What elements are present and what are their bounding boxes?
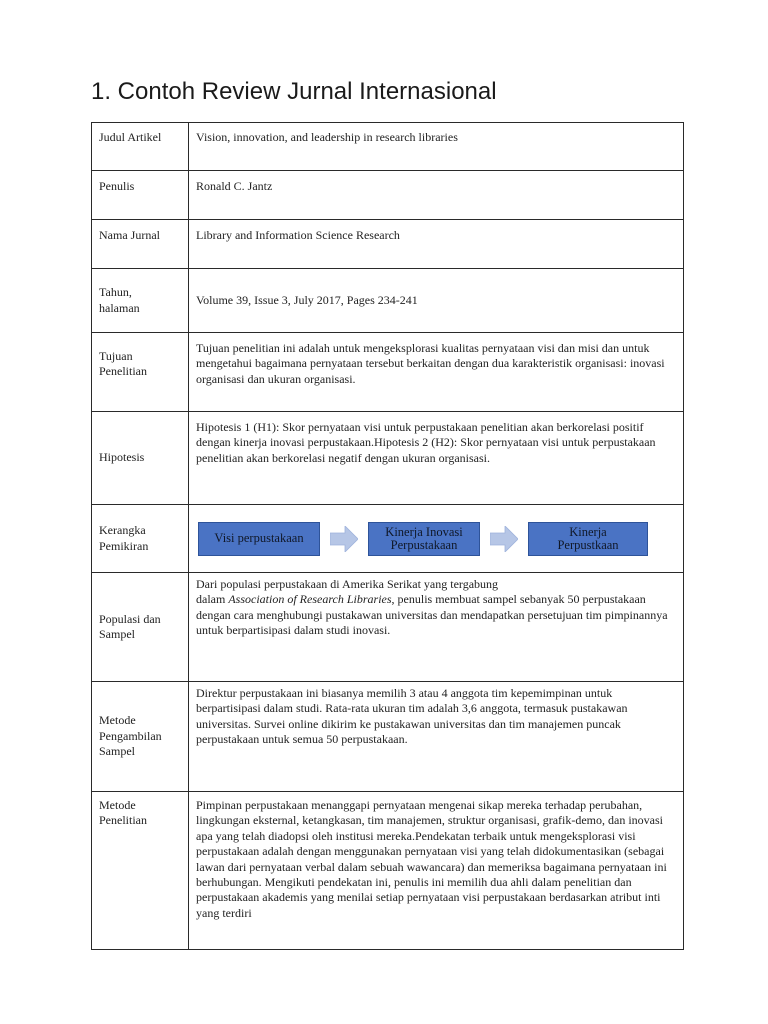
row-penulis xyxy=(92,171,684,220)
label-tahun-halaman xyxy=(92,269,189,333)
label-kerangka-line-2: Pemikiran xyxy=(99,538,149,553)
label-populasi-line-1: Populasi dan xyxy=(99,611,161,626)
arrow-right-icon xyxy=(330,526,358,552)
flow-box-3-line-1: Kinerja xyxy=(569,524,607,539)
row-tahun-halaman xyxy=(92,269,684,333)
value-metode-pengambilan-sampel: Direktur perpustakaan ini biasanya memilih 3 atau 4 anggota tim kepemimpinan untuk berpartisipasi dalam studi. Rata-rata ukuran tim adalah 3,6 anggota, termasuk pustakawan universitas. Survei online dikirim ke pustakawan universitas dan tim manajemen puncak perpustakaan untuk semua 50 perpustakaan. xyxy=(189,682,684,792)
label-nama-jurnal: Nama Jurnal xyxy=(92,220,189,269)
populasi-text-pre: dalam xyxy=(196,592,229,607)
value-penulis: Ronald C. Jantz xyxy=(189,171,684,220)
label-metode-penelitian-line-2: Penelitian xyxy=(99,813,147,828)
row-nama-jurnal xyxy=(92,220,684,269)
label-penulis: Penulis xyxy=(92,171,189,220)
row-populasi-sampel xyxy=(92,573,684,682)
value-tahun-halaman: Volume 39, Issue 3, July 2017, Pages 234-241 xyxy=(189,269,684,333)
row-tujuan-penelitian xyxy=(92,333,684,412)
value-tujuan-penelitian: Tujuan penelitian ini adalah untuk mengeksplorasi kualitas pernyataan visi dan misi dan untuk mengetahui bagaimana pernyataan tersebut berkaitan dengan dua karakteristik organisasi: inovasi organisasi dan ukuran organisasi. xyxy=(189,333,684,412)
label-kerangka-line-1: Kerangka xyxy=(99,523,146,538)
label-metode-penelitian-line-1: Metode xyxy=(99,798,136,812)
populasi-text-line-1: Dari populasi perpustakaan di Amerika Serikat yang tergabung xyxy=(196,577,499,591)
value-populasi-sampel xyxy=(189,573,684,682)
label-tujuan-line-1: Tujuan xyxy=(99,349,133,363)
populasi-text-italic: Association of Research Libraries xyxy=(228,592,392,607)
flow-box-2-line-1: Kinerja Inovasi xyxy=(385,524,463,539)
label-populasi-line-2: Sampel xyxy=(99,627,135,641)
value-nama-jurnal: Library and Information Science Research xyxy=(189,220,684,269)
arrow-right-icon xyxy=(490,526,518,552)
value-hipotesis: Hipotesis 1 (H1): Skor pernyataan visi untuk perpustakaan penelitian akan berkorelasi positif dengan kinerja inovasi perpustakaan.Hipotesis 2 (H2): Skor pernyataan visi untuk perpustakaan penelitian akan berkorelasi negatif dengan ukuran organisasi. xyxy=(189,412,684,505)
label-tahun-line-2: halaman xyxy=(99,300,140,315)
label-judul-artikel: Judul Artikel xyxy=(92,123,189,171)
label-metode-pengambilan-sampel xyxy=(92,682,189,792)
row-judul-artikel xyxy=(92,123,684,171)
row-hipotesis xyxy=(92,412,684,505)
populasi-text-post: , penulis membuat sampel sebanyak 50 perpustakaan dengan cara menghubungi pustakawan universitas dan mendapatkan persetujuan tim pimpinannya untuk berpartisipasi dalam studi inovasi. xyxy=(196,592,668,638)
label-metode-sampel-line-2: Pengambilan xyxy=(99,728,162,743)
label-hipotesis: Hipotesis xyxy=(92,412,189,505)
value-metode-penelitian xyxy=(189,792,684,950)
row-kerangka-pemikiran xyxy=(92,505,684,573)
metode-penelitian-text: Pimpinan perpustakaan menanggapi pernyataan mengenai sikap mereka terhadap perubahan, lingkungan eksternal, ketangkasan, tim manajemen, struktur organisasi, grafik-demo, dan inovasi apa yang telah diadopsi oleh institusi mereka.Pendekatan terbaik untuk mengeksplorasi visi perpustakaan adalah dengan menggunakan pernyataan visi yang telah didokumentasikan (sebagai lawan dari pernyataan verbal dalam sebuah wawancara) dan memeriksa bagaimana pernyataan ini berhubungan. Mengikuti pendekatan ini, penulis ini memilih dua ahli dalam penelitian dan perpustakaan akademis yang menilai setiap pernyataan visi perpustakaan berdasarkan atribut inti yang terdiri xyxy=(196,798,667,920)
label-metode-penelitian xyxy=(92,792,189,950)
review-table xyxy=(91,122,684,950)
row-metode-penelitian xyxy=(92,792,684,950)
kerangka-diagram-cell xyxy=(189,505,684,573)
label-metode-sampel-line-1: Metode xyxy=(99,713,136,728)
label-tujuan-penelitian xyxy=(92,333,189,412)
label-metode-sampel-line-3: Sampel xyxy=(99,744,135,759)
label-tahun-line-1: Tahun, xyxy=(99,285,132,300)
flow-box-kinerja-inovasi xyxy=(368,522,480,556)
page-title: 1. Contoh Review Jurnal Internasional xyxy=(91,78,497,105)
value-judul-artikel: Vision, innovation, and leadership in research libraries xyxy=(189,123,684,171)
kerangka-flow-diagram xyxy=(196,522,676,556)
row-metode-pengambilan-sampel xyxy=(92,682,684,792)
flow-box-visi: Visi perpustakaan xyxy=(198,522,320,556)
label-populasi-sampel xyxy=(92,573,189,682)
flow-box-kinerja-perpustakaan xyxy=(528,522,648,556)
flow-box-2-line-2: Perpustakaan xyxy=(390,537,458,552)
flow-box-3-line-2: Perpustkaan xyxy=(557,537,619,552)
label-kerangka-pemikiran xyxy=(92,505,189,573)
label-tujuan-line-2: Penelitian xyxy=(99,364,147,379)
